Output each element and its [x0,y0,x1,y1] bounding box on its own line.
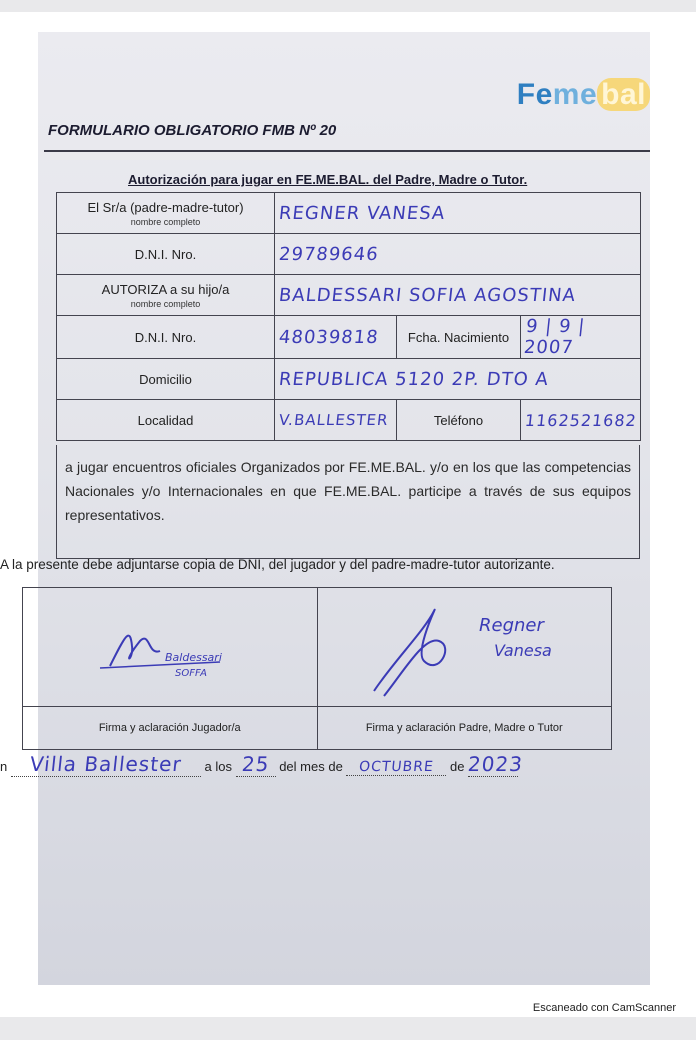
telefono-label: Teléfono [397,400,521,441]
tutor-label-cell [57,193,275,234]
place-field [11,752,201,777]
autoriza-sublabel: nombre completo [130,298,201,309]
year-field [466,752,525,777]
year-handwritten: 2023 [466,752,525,776]
nacimiento-value-cell [521,316,641,359]
tutor-label: El Sr/a (padre-madre-tutor) [87,199,244,215]
month-field [346,759,446,776]
dni2-handwritten: 48039818 [277,326,380,348]
nacimiento-label: Fcha. Nacimiento [397,316,521,359]
dni1-handwritten: 29789646 [277,243,380,265]
table-row [57,316,641,359]
authorization-paragraph: a jugar encuentros oficiales Organizados por FE.ME.BAL. y/o en los que las competencias Nacionales y/o Internacionales en que FE.ME.BAL. participe a través de sus equipos representativos. [56,445,640,559]
locality-handwritten: V.BALLESTER [278,411,390,429]
tutor-signature-image [344,591,584,701]
domicilio-label: Domicilio [57,359,275,400]
form-subtitle: Autorización para jugar en FE.ME.BAL. del Padre, Madre o Tutor. [128,172,528,187]
table-row [57,400,641,441]
de-label: de [450,759,465,774]
player-signature-text-2: SOFFA [174,667,207,679]
tutor-signature-text: Regner [479,614,545,636]
autoriza-value-cell [275,275,641,316]
player-signature-image [70,606,270,686]
tutor-sublabel: nombre completo [130,216,201,227]
divider [44,150,650,152]
address-handwritten: REPUBLICA 5120 2P. DTO A [277,368,550,390]
child-name-handwritten: BALDESSARI SOFIA AGOSTINA [277,284,577,306]
telefono-value-cell [521,400,641,441]
table-row [57,359,641,400]
player-signature-box [23,588,318,707]
signature-table [22,587,612,750]
day-handwritten: 25 [240,752,271,776]
autoriza-label: AUTORIZA a su hijo/a [101,281,230,297]
player-signature-caption: Firma y aclaración Jugador/a [23,707,318,750]
table-row [57,275,641,316]
scanned-page [0,12,696,1017]
autoriza-label-cell [57,275,275,316]
authorization-table [56,192,641,441]
dni2-value-cell [275,316,397,359]
dni2-label: D.N.I. Nro. [57,316,275,359]
del-mes-label: del mes de [279,759,343,774]
logo-fe: Fe [516,78,553,111]
phone-handwritten: 1162521682 [524,410,638,430]
femebal-logo [517,78,650,112]
tutor-name-handwritten: REGNER VANESA [277,202,447,224]
localidad-value-cell [275,400,397,441]
table-row [57,193,641,234]
logo-me: me [552,78,598,111]
localidad-label: Localidad [57,400,275,441]
logo-bal: bal [597,78,650,111]
dni1-label: D.N.I. Nro. [57,234,275,275]
tutor-signature-caption: Firma y aclaración Padre, Madre o Tutor [317,707,612,750]
player-signature-text: Baldessari [164,650,222,664]
place-handwritten: Villa Ballester [28,752,183,776]
table-row [23,588,612,707]
table-row [57,234,641,275]
tutor-signature-box [317,588,612,707]
dni1-value-cell [275,234,641,275]
tutor-value-cell [275,193,641,234]
tutor-signature-text-2: Vanesa [494,640,553,660]
month-handwritten: OCTUBRE [358,759,435,775]
a-los-label: a los [204,759,232,774]
table-row [23,707,612,750]
camscanner-footer: Escaneado con CamScanner [532,1002,676,1014]
day-field [236,752,276,777]
birthdate-handwritten: 9 | 9 | 2007 [522,316,587,358]
form-title: FORMULARIO OBLIGATORIO FMB Nº 20 [48,122,337,139]
date-prefix: n [0,759,8,774]
document-sheet [38,32,650,985]
dni-notice: A la presente debe adjuntarse copia de DNI, del jugador y del padre-madre-tutor autorizante. [0,557,555,572]
date-line [0,752,600,777]
domicilio-value-cell [275,359,641,400]
